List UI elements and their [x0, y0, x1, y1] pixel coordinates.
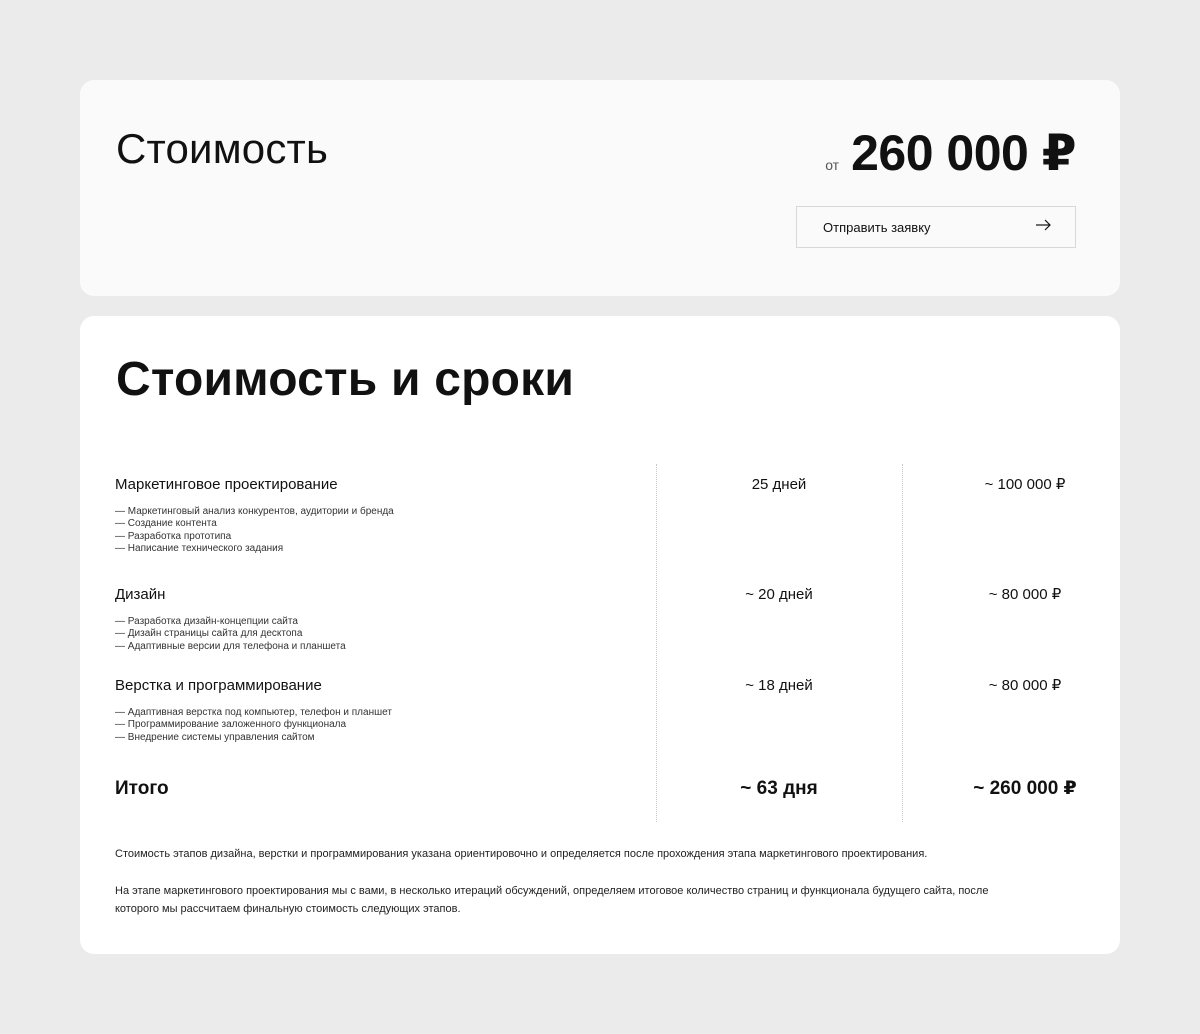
price-prefix: от	[825, 157, 840, 173]
stage-item: — Написание технического задания	[115, 543, 394, 555]
stage-name: Верстка и программирование	[115, 677, 322, 694]
stage-days: 25 дней	[751, 476, 807, 493]
stage-cost: ~ 80 000 ₽	[988, 677, 1062, 694]
stage-item: — Программирование заложенного функционала	[115, 719, 392, 731]
cost-timeline-title: Стоимость и сроки	[116, 353, 575, 406]
stage-items	[115, 616, 346, 653]
total-cost: ~ 260 000 ₽	[973, 778, 1077, 799]
stage-name: Дизайн	[115, 586, 166, 603]
send-request-button[interactable]	[796, 206, 1076, 248]
price-summary-title: Стоимость	[116, 125, 329, 172]
stage-name: Маркетинговое проектирование	[115, 476, 338, 493]
stage-item: — Разработка дизайн-концепции сайта	[115, 616, 346, 628]
total-days: ~ 63 дня	[740, 778, 818, 799]
stage-items	[115, 707, 392, 744]
stage-item: — Адаптивные версии для телефона и планшета	[115, 641, 346, 653]
stage-item: — Дизайн страницы сайта для десктопа	[115, 628, 346, 640]
price-block	[825, 125, 1076, 181]
stage-days: ~ 18 дней	[745, 677, 813, 694]
stage-item: — Адаптивная верстка под компьютер, телефон и планшет	[115, 707, 392, 719]
price-value: 260 000 ₽	[851, 125, 1076, 181]
stage-item: — Маркетинговый анализ конкурентов, аудитории и бренда	[115, 506, 394, 518]
stage-cost: ~ 80 000 ₽	[988, 586, 1062, 603]
stage-items	[115, 506, 394, 555]
pricing-note: На этапе маркетингового проектирования мы с вами, в несколько итераций обсуждений, определяем итоговое количество страниц и функционала будущего сайта, после которого мы рассчитаем финальную стоимость следующих этапов.	[115, 885, 989, 915]
stage-item: — Создание контента	[115, 518, 394, 530]
total-label: Итого	[115, 778, 169, 799]
stage-item: — Разработка прототипа	[115, 531, 394, 543]
price-summary-card	[80, 80, 1120, 296]
cost-timeline-card	[80, 316, 1120, 954]
stage-item: — Внедрение системы управления сайтом	[115, 732, 392, 744]
pricing-note: Стоимость этапов дизайна, верстки и программирования указана ориентировочно и определяется после прохождения этапа маркетингового проектирования.	[115, 848, 928, 860]
column-divider-cost	[902, 464, 903, 822]
column-divider-days	[656, 464, 657, 822]
send-request-label: Отправить заявку	[823, 219, 931, 235]
stage-cost: ~ 100 000 ₽	[984, 476, 1066, 493]
stage-days: ~ 20 дней	[745, 586, 813, 603]
arrow-right-icon	[1035, 219, 1051, 235]
